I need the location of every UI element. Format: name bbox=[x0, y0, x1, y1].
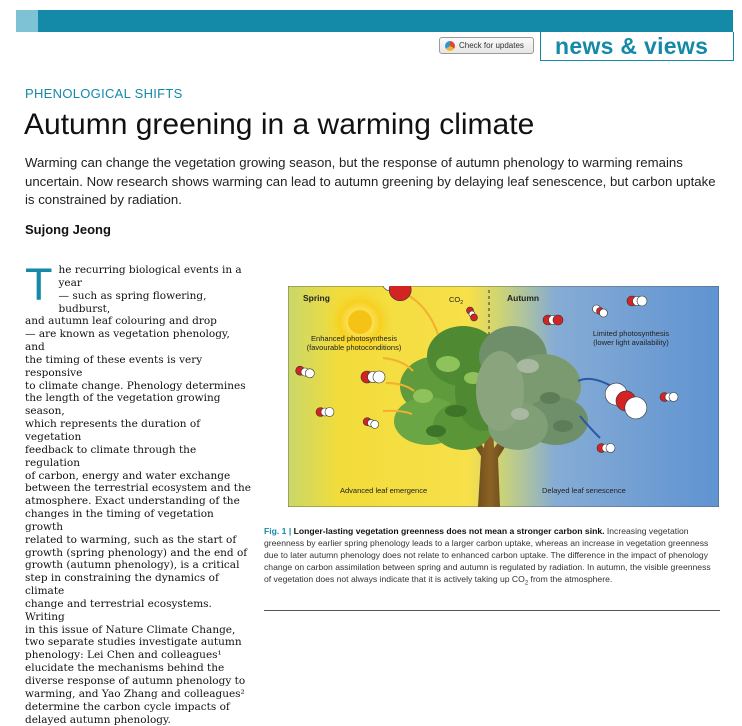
figure-caption bbox=[264, 525, 720, 590]
sun-icon bbox=[348, 310, 372, 334]
author-name: Sujong Jeong bbox=[25, 222, 111, 237]
label-enhanced-1: Enhanced photosynthesis bbox=[311, 334, 397, 343]
caption-end: from the atmosphere. bbox=[528, 574, 613, 584]
section-badge: news & views bbox=[555, 33, 709, 59]
top-color-bar bbox=[16, 10, 733, 32]
phenology-figure bbox=[288, 286, 719, 507]
caption-label: Fig. 1 | bbox=[264, 526, 292, 536]
article-title: Autumn greening in a warming climate bbox=[24, 108, 535, 141]
check-for-updates-button[interactable] bbox=[439, 37, 534, 54]
caption-subscript: 2 bbox=[524, 580, 529, 587]
label-enhanced-2: (favourable photoconditions) bbox=[306, 343, 402, 352]
label-limited-1: Limited photosynthesis bbox=[592, 329, 670, 338]
caption-rule bbox=[264, 610, 720, 611]
label-limited-2: (lower light availability) bbox=[593, 338, 669, 347]
body-text: he recurring biological events in a year — such as spring flowering, budburst, and autumn leaf colouring and drop — are known as vegetation phenology, and the timing of these events is very responsive to climate change. Phenology determines the length of the vegetation growing season, which represents the duration of vegetation feedback to climate through the regulation of carbon, energy and water exchange between the terrestrial ecosystem and the atmosphere. Exact understanding of the changes in the timing of vegetation growth related to warming, such as the start of growth (spring phenology) and the end of growth (autumn phenology), is a critical step in constraining the dynamics of climate change and terrestrial ecosystems. Writing in this issue of Nature Climate Change, two separate studies investigate autumn phenology: Lei Chen and colleagues¹ elucidate the mechanisms behind the diverse response of autumn phenology to warming, and Yao Zhang and colleagues² determine the carbon cycle impacts of delayed autumn phenology. bbox=[25, 264, 251, 726]
label-spring: Spring bbox=[303, 293, 330, 303]
top-bar-accent bbox=[16, 10, 38, 32]
section-badge-box bbox=[540, 32, 734, 61]
caption-title: Longer-lasting vegetation greenness does not mean a stronger carbon sink. bbox=[293, 526, 605, 536]
caption-text: Increasing vegetation greenness by earlier spring phenology leads to a larger carbon uptake, whereas an increase in vegetation greenness due to later autumn phenology does not relate to enhanced carbon uptake. The difference in the impact of phenology change on carbon assimilation between spring and autumn is regulated by radiation. In autumn, the visible greenness of vegetation does not always indicate that it is actively taking up CO bbox=[264, 526, 711, 584]
article-standfirst: Warming can change the vegetation growing season, but the response of autumn phenology to warming remains uncertain. Now research shows warming can lead to autumn greening by delaying leaf senescence, but carbon uptake is constrained by radiation. bbox=[25, 155, 716, 207]
label-co2: $CO_2$ bbox=[449, 295, 464, 306]
drop-cap: T bbox=[25, 259, 53, 310]
label-autumn: Autumn bbox=[507, 293, 540, 303]
article-body bbox=[25, 259, 251, 726]
article-kicker: PHENOLOGICAL SHIFTS bbox=[25, 86, 183, 101]
label-delayed-leaf: Delayed leaf senescence bbox=[542, 486, 626, 495]
label-advanced-leaf: Advanced leaf emergence bbox=[340, 486, 428, 495]
check-for-updates-label: Check for updates bbox=[459, 41, 524, 50]
crossmark-icon bbox=[445, 41, 455, 51]
